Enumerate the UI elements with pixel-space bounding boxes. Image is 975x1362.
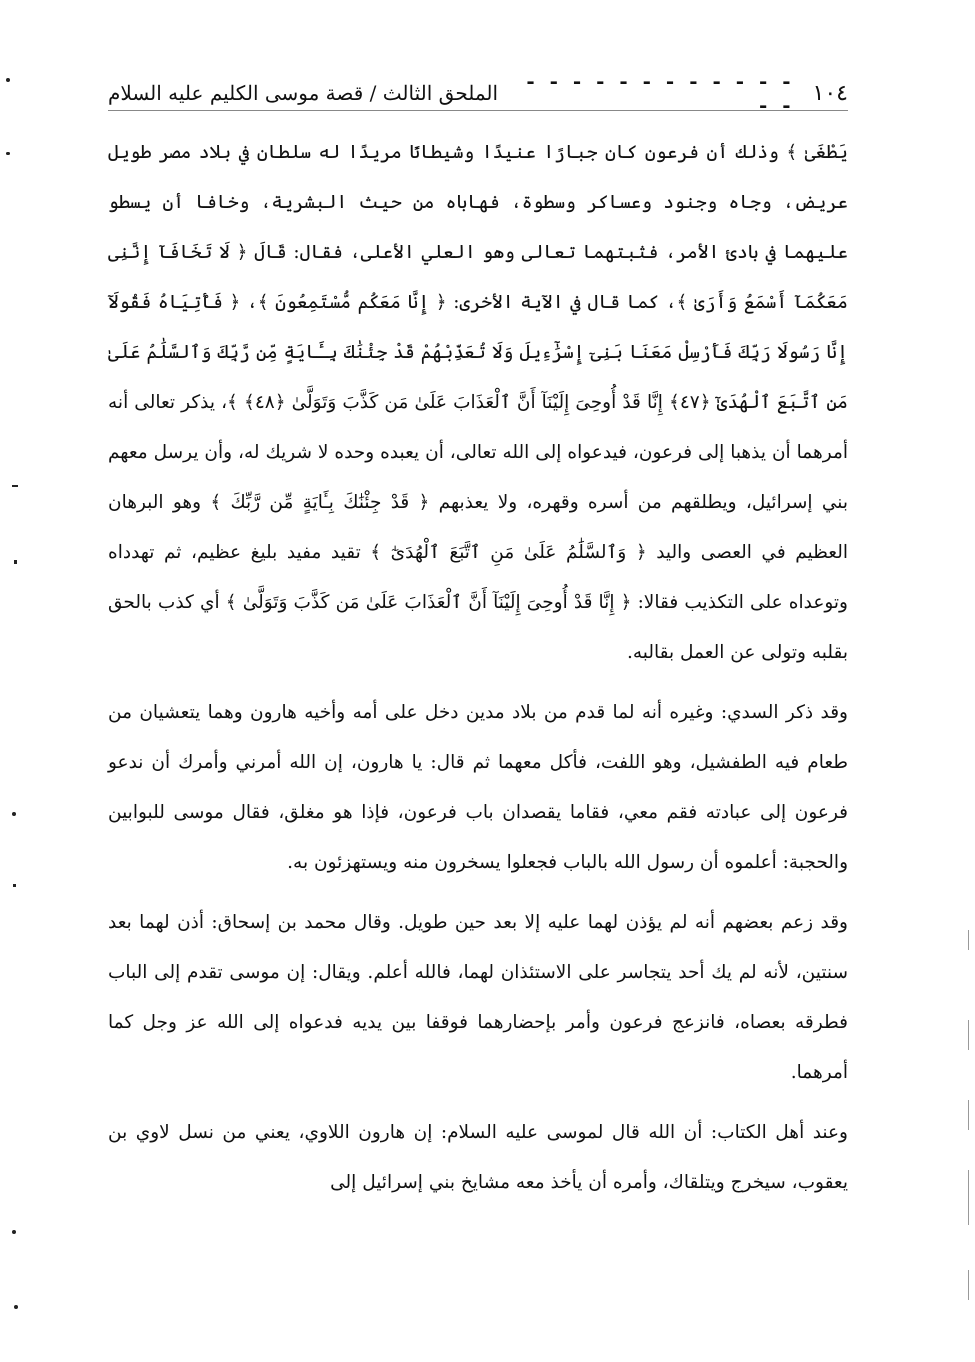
- scan-line: [968, 1270, 969, 1300]
- paragraph-3: وقد زعم بعضهم أنه لم يؤذن لهما عليه إلا بعد حين طويل. وقال محمد بن إسحاق: أذن لهما بعد سنتين، لأنه لم يك أحد يتجاسر على الاستئذان لهما، فالله أعلم. ويقال: إن موسى تقدم إلى الباب فطرقه بعصاه، فانزعج فرعون وأمر بإحضارهما فوقفا بين يديه فدعواه إلى الله عز وجل كما أمرهما.: [108, 912, 848, 1083]
- scan-speck: [12, 1230, 16, 1234]
- scan-line: [968, 1100, 969, 1130]
- body-text: [108, 128, 848, 1208]
- header-divider: [108, 110, 848, 111]
- scan-line: [968, 930, 969, 950]
- scan-line: [968, 1020, 969, 1050]
- scan-speck: [14, 560, 17, 564]
- paragraph-2: وقد ذكر السدي: وغيره أنه لما قدم من بلاد مدين دخل على أمه وأخيه هارون وهما يتعشيان من طعام فيه الطفشيل، وهو اللفت، فأكل معهما ثم قال: يا هارون، إن الله أمرني وأمرك أن ندعو فرعون إلى عبادته فقم معي، فقاما يقصدان باب فرعون، فإذا هو مغلق، فقال موسى للبوابين والحجبة: أعلموه أن رسول الله بالباب فجعلوا يسخرون منه ويستهزئون به.: [108, 702, 848, 873]
- scan-speck: [6, 152, 10, 155]
- scan-speck: [13, 884, 16, 887]
- page-number: ١٠٤: [812, 80, 848, 106]
- chapter-title: الملحق الثالث / قصة موسى الكليم عليه السلام: [108, 81, 499, 105]
- scan-speck: [12, 485, 18, 487]
- paragraph-4: وعند أهل الكتاب: أن الله قال لموسى عليه السلام: إن هارون اللاوي، يعني من نسل لاوي بن يعقوب، سيخرج ويتلقاك، وأمره أن يأخذ معه مشايخ بني إسرائيل إلى: [108, 1122, 848, 1193]
- scan-speck: [6, 78, 10, 82]
- scan-speck: [12, 812, 16, 816]
- header-dashes: - - - - - - - - - - - - - -: [526, 69, 795, 117]
- scan-speck: [14, 1305, 18, 1309]
- paragraph-1: يَطْغَىٰ ﴾ وذلك أن فرعون كان جبارًا عنيدًا وشيطانًا مريدًا له سلطان في بلاد مصر طويل عريض، وجاه وجنود وعساكر وسطوة، فهاباه من حيث البشرية، وخافا أن يسطو عليهما في بادئ الأمر، فثبتهما تعالى وهو العلي الأعلى، فقال: قَالَ ﴿ لَا تَخَافَآ إِنَّنِى مَعَكُمَآ أَسْمَعُ وَأَرَىٰ ﴾، كما قال في الآية الأخرى: ﴿ إِنَّا مَعَكُم مُّسْتَمِعُونَ ﴾، ﴿ فَأْتِيَاهُ فَقُولَآ إِنَّا رَسُولَا رَبِّكَ فَأَرْسِلْ مَعَنَا بَنِىٓ إِسْرَٰٓءِيلَ وَلَا تُعَذِّبْهُمْ قَدْ جِئْنَٰكَ بِـَٔايَةٍ مِّن رَّبِّكَ وَٱلسَّلَٰمُ عَلَىٰ مَنِ ٱتَّبَعَ ٱلْهُدَىٰٓ ﴿٤٧﴾ إِنَّا قَدْ أُوحِىَ إِلَيْنَآ أَنَّ ٱلْعَذَابَ عَلَىٰ مَن كَذَّبَ وَتَوَلَّىٰ ﴿٤٨﴾ ﴾، يذكر تعالى أنه أمرهما أن يذهبا إلى فرعون، فيدعواه إلى الله تعالى، أن يعبده وحده لا شريك له، وأن يرسل معهم بني إسرائيل، ويطلقهم من أسره وقهره، ولا يعذبهم ﴿ قَدْ جِئْنَٰكَ بِـَٔايَةٍ مِّن رَّبِّكَ ﴾ وهو البرهان العظيم في العصى واليد ﴿ وَٱلسَّلَٰمُ عَلَىٰ مَنِ ٱتَّبَعَ ٱلْهُدَىٰٓ ﴾ تقيد مفيد بليغ عظيم، ثم تهدداه وتوعداه على التكذيب فقالا: ﴿ إِنَّا قَدْ أُوحِىَ إِلَيْنَآ أَنَّ ٱلْعَذَابَ عَلَىٰ مَن كَذَّبَ وَتَوَلَّىٰ ﴾ أي كذب بالحق بقلبه وتولى عن العمل بقالبه.: [108, 142, 848, 663]
- scan-line: [968, 1170, 969, 1225]
